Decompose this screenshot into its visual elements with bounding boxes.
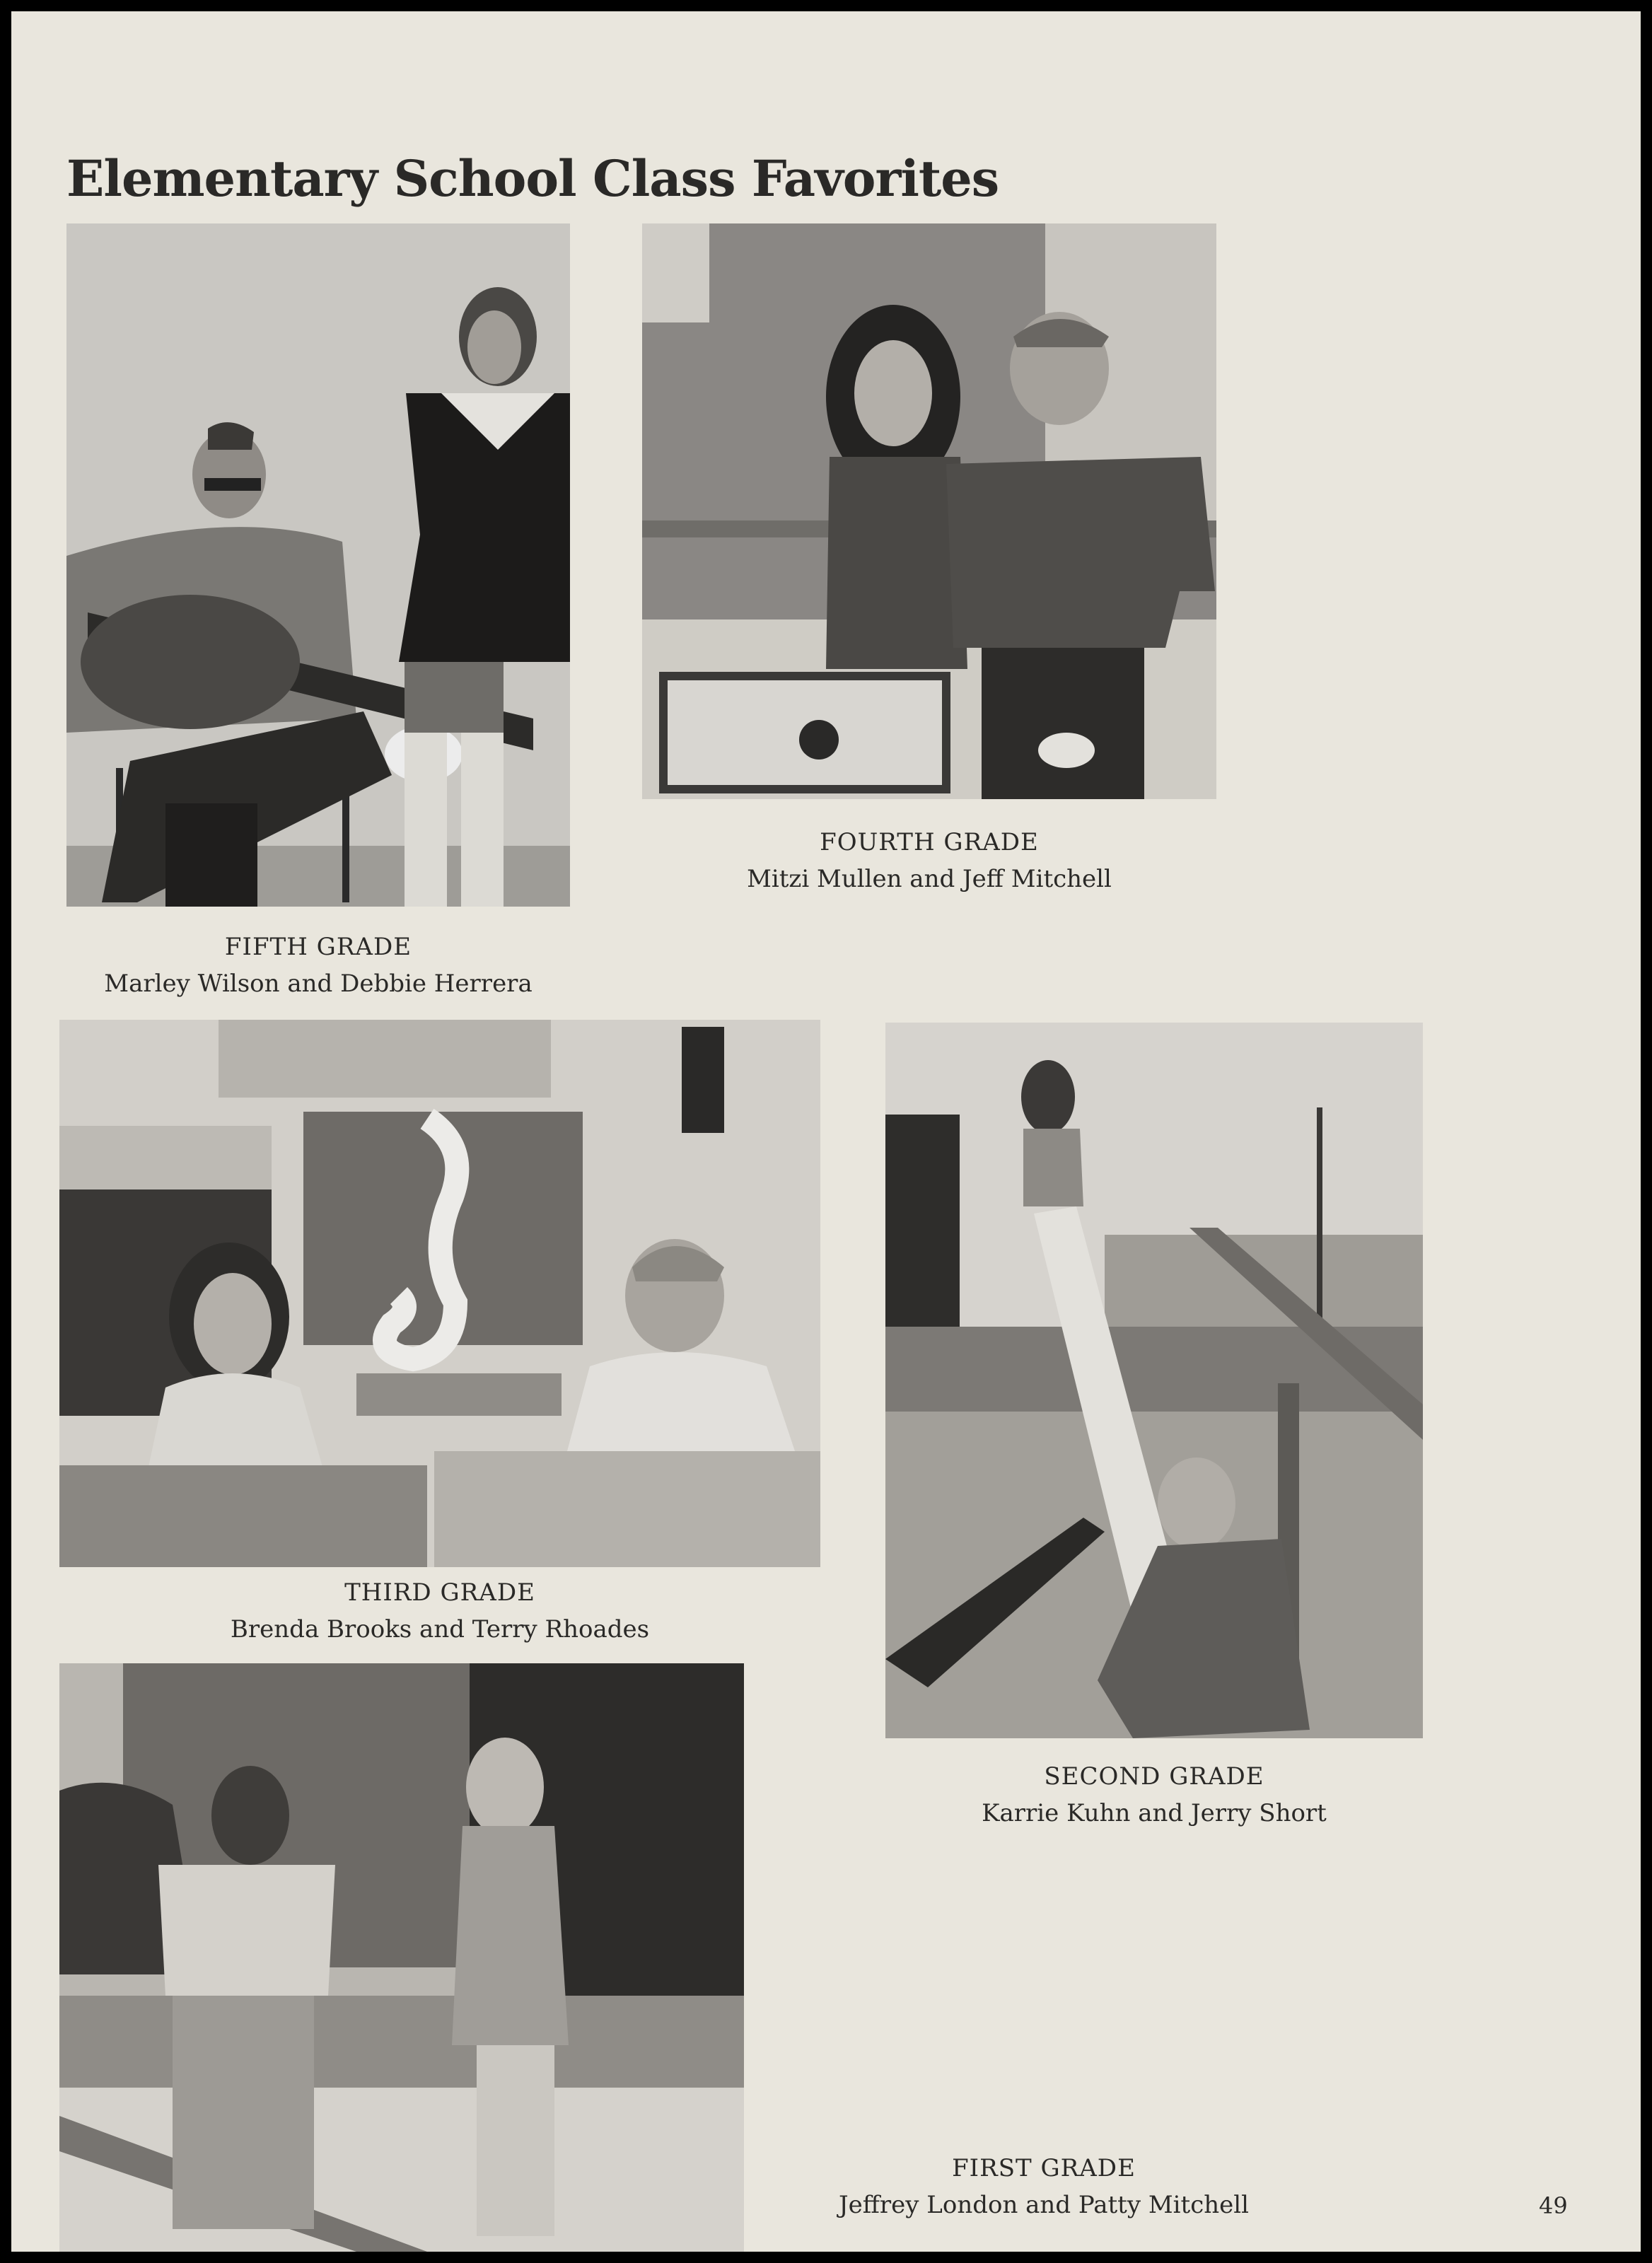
caption-third-grade (59, 1574, 820, 1648)
student-names: Mitzi Mullen and Jeff Mitchell (747, 865, 1112, 893)
page-number: 49 (1539, 2192, 1568, 2219)
student-names: Karrie Kuhn and Jerry Short (982, 1799, 1327, 1827)
caption-second-grade (885, 1758, 1423, 1832)
photo-fourth-grade (642, 223, 1216, 799)
caption-fifth-grade (66, 929, 570, 1002)
grade-label: FOURTH GRADE (820, 828, 1039, 856)
student-names: Marley Wilson and Debbie Herrera (104, 970, 533, 998)
grade-label: FIRST GRADE (952, 2154, 1136, 2182)
photo-first-grade (59, 1663, 744, 2252)
photo-fifth-grade (66, 223, 570, 907)
page-title: Elementary School Class Favorites (66, 149, 999, 208)
photo-second-grade (885, 1023, 1423, 1738)
student-names: Jeffrey London and Patty Mitchell (838, 2191, 1250, 2219)
caption-first-grade (761, 2150, 1327, 2223)
caption-fourth-grade (642, 824, 1216, 897)
grade-label: SECOND GRADE (1044, 1762, 1264, 1791)
student-names: Brenda Brooks and Terry Rhoades (230, 1615, 650, 1644)
grade-label: THIRD GRADE (344, 1578, 535, 1607)
yearbook-page (11, 11, 1641, 2252)
grade-label: FIFTH GRADE (224, 933, 412, 961)
photo-third-grade (59, 1020, 820, 1567)
